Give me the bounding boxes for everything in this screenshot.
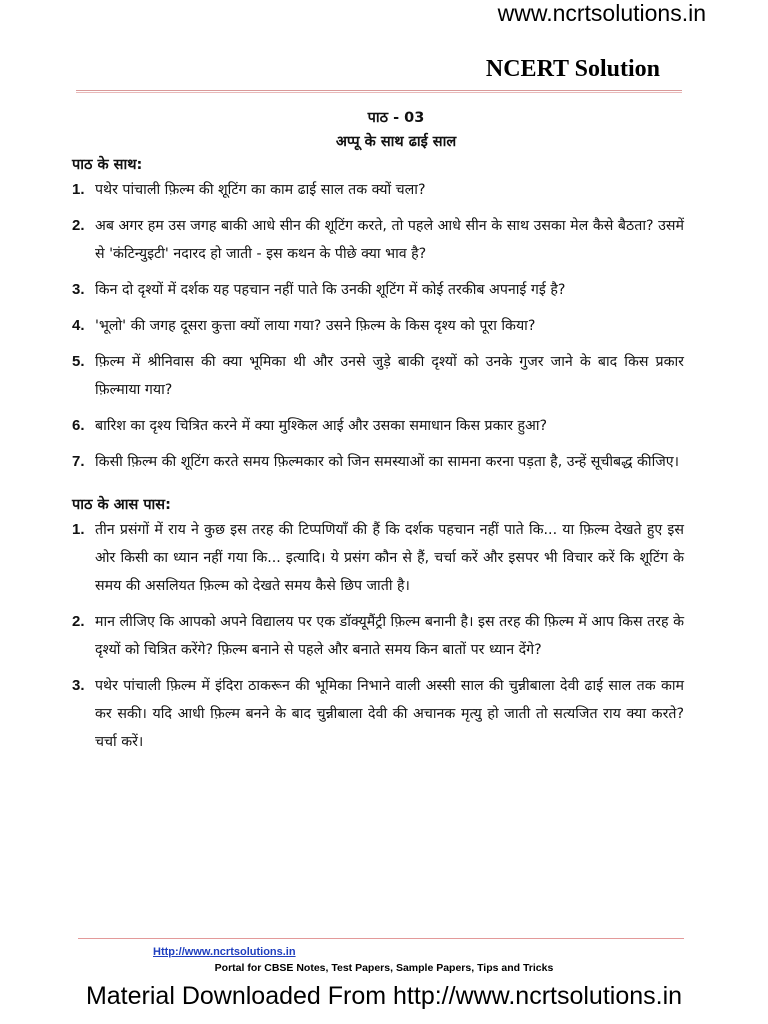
question-text: अब अगर हम उस जगह बाकी आधे सीन की शूटिंग करते, तो पहले आधे सीन के साथ उसका मेल कैसे बैठता? उसमें से 'कंटिन्युइटी' नदारद हो जाती - इस कथन के पीछे क्या भाव है? xyxy=(95,218,684,262)
question-text: तीन प्रसंगों में राय ने कुछ इस तरह की टिप्पणियाँ की हैं कि दर्शक पहचान नहीं पाते कि... या फ़िल्म देखते हुए इस ओर किसी का ध्यान नहीं गया कि... इत्यादि। ये प्रसंग कौन से हैं, चर्चा करें और इसपर भी विचार करें कि शूटिंग के समय की असलियत फ़िल्म को देखते समय कैसे छिप जाती है। xyxy=(95,522,684,594)
question-number: 4. xyxy=(72,317,85,334)
question-text: किन दो दृश्यों में दर्शक यह पहचान नहीं पाते कि उनकी शूटिंग में कोई तरकीब अपनाई गई है? xyxy=(95,282,566,298)
document-body xyxy=(72,106,684,764)
lesson-number: पाठ - 03 xyxy=(367,110,425,126)
question-item xyxy=(72,276,684,304)
section-heading: पाठ के आस पास: xyxy=(72,497,171,513)
brand-title: NCERT Solution xyxy=(485,56,660,82)
question-text: किसी फ़िल्म की शूटिंग करते समय फ़िल्मकार को जिन समस्याओं का सामना करना पड़ता है, उन्हें सूचीबद्ध कीजिए। xyxy=(95,454,679,470)
footer-divider xyxy=(78,938,684,939)
question-text: पथेर पांचाली फ़िल्म में इंदिरा ठाकरून की भूमिका निभाने वाली अस्सी साल की चुन्नीबाला देवी ढाई साल तक काम कर सकी। यदि आधी फ़िल्म बनने के बाद चुन्नीबाला देवी की अचानक मृत्यु हो जाती तो सत्यजित राय क्या करते? चर्चा करें। xyxy=(95,678,684,750)
download-banner: Material Downloaded From http://www.ncrtsolutions.in xyxy=(85,982,683,1010)
question-text: मान लीजिए कि आपको अपने विद्यालय पर एक डॉक्यूमैंट्री फ़िल्म बनानी है। इस तरह की फ़िल्म में आप किस तरह के दृश्यों को चित्रित करेंगे? फ़िल्म बनाने से पहले और बनाते समय किन बातों पर ध्यान देंगे? xyxy=(95,614,684,658)
question-text: पथेर पांचाली फ़िल्म की शूटिंग का काम ढाई साल तक क्यों चला? xyxy=(95,182,426,198)
site-url: www.ncrtsolutions.in xyxy=(497,0,706,26)
question-number: 7. xyxy=(72,453,85,470)
question-item xyxy=(72,672,684,756)
question-number: 3. xyxy=(72,281,85,298)
question-item xyxy=(72,608,684,664)
question-item xyxy=(72,412,684,440)
question-number: 6. xyxy=(72,417,85,434)
lesson-title: अप्पू के साथ ढाई साल xyxy=(335,134,457,150)
question-number: 3. xyxy=(72,677,85,694)
question-item xyxy=(72,212,684,268)
question-list xyxy=(72,176,684,476)
question-item xyxy=(72,176,684,204)
question-number: 2. xyxy=(72,613,85,630)
question-text: फ़िल्म में श्रीनिवास की क्या भूमिका थी और उनसे जुड़े बाकी दृश्यों को उनके गुजर जाने के बाद किस प्रकार फ़िल्माया गया? xyxy=(95,354,684,398)
question-list xyxy=(72,516,684,756)
question-number: 2. xyxy=(72,217,85,234)
question-text: 'भूलो' की जगह दूसरा कुत्ता क्यों लाया गया? उसने फ़िल्म के किस दृश्य को पूरा किया? xyxy=(95,318,536,334)
question-item xyxy=(72,312,684,340)
footer-link[interactable]: Http://www.ncrtsolutions.in xyxy=(153,946,296,958)
question-item xyxy=(72,348,684,404)
question-text: बारिश का दृश्य चित्रित करने में क्या मुश्किल आई और उसका समाधान किस प्रकार हुआ? xyxy=(95,418,548,434)
footer-tagline: Portal for CBSE Notes, Test Papers, Sample Papers, Tips and Tricks xyxy=(214,962,554,974)
question-number: 5. xyxy=(72,353,85,370)
section-heading: पाठ के साथ: xyxy=(72,157,143,173)
question-number: 1. xyxy=(72,521,85,538)
header-divider xyxy=(76,90,682,93)
question-item xyxy=(72,516,684,600)
question-number: 1. xyxy=(72,181,85,198)
question-item xyxy=(72,448,684,476)
